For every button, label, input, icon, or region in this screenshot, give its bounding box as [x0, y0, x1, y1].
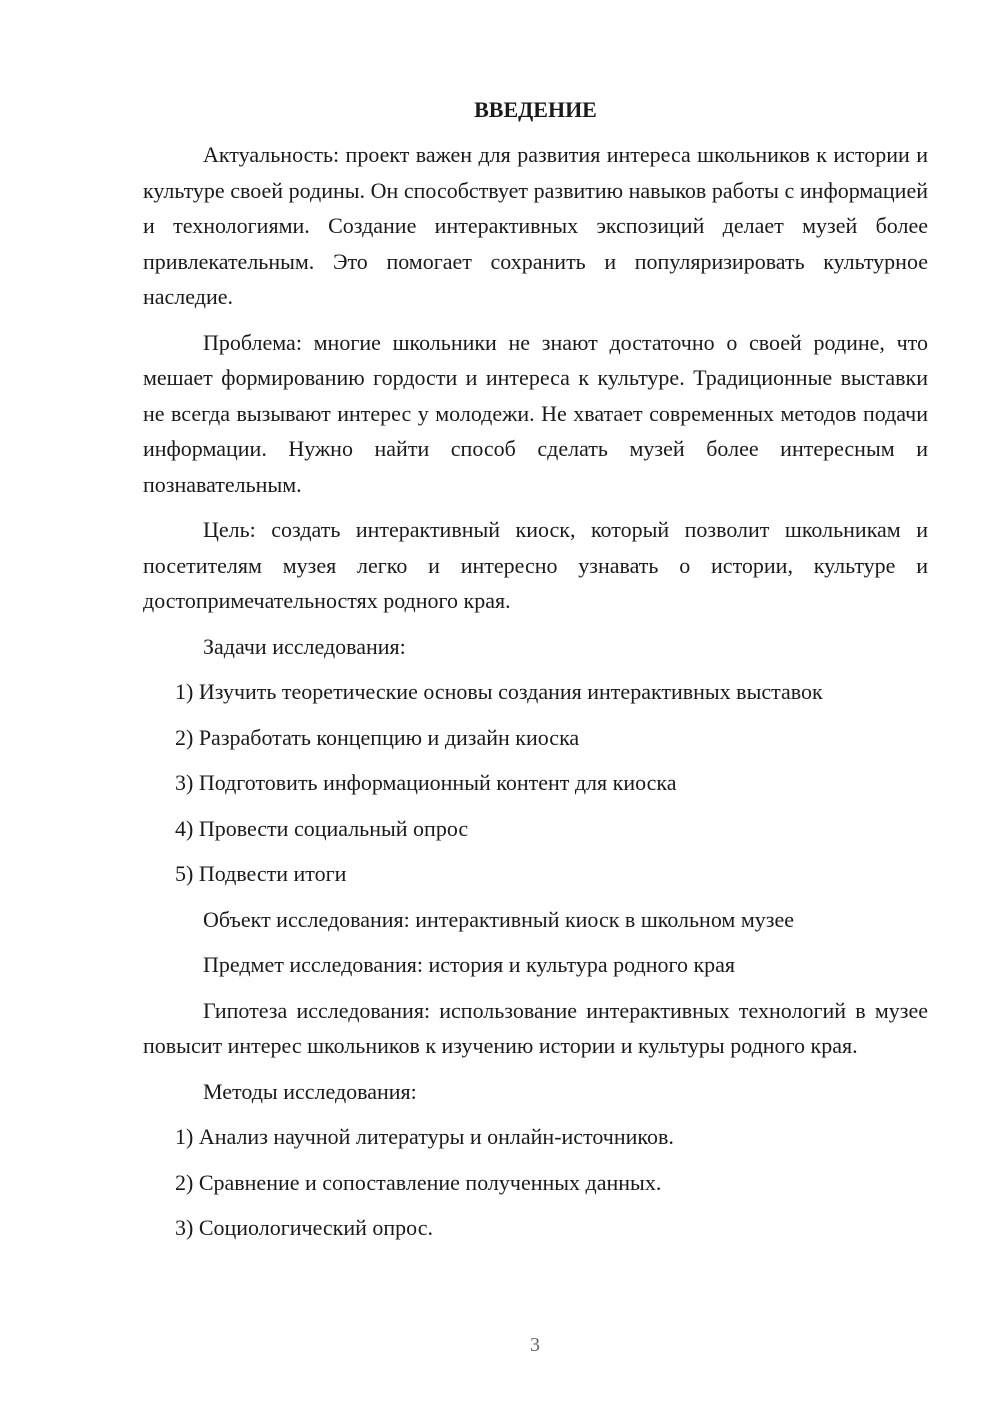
task-item: 3) Подготовить информационный контент для киоска	[175, 770, 677, 795]
hypothesis-paragraph: Гипотеза исследования: использование интерактивных технологий в музее повысит интерес школьников к изучению истории и культуры родного края.	[143, 997, 928, 1058]
problem-paragraph: Проблема: многие школьники не знают достаточно о своей родине, что мешает формированию гордости и интереса к культуре. Традиционные выставки не всегда вызывают интерес у молодежи. Не хватает современных методов подачи информации. Нужно найти способ сделать музей более интересным и познавательным.	[143, 329, 928, 497]
page-title: ВВЕДЕНИЕ	[474, 97, 597, 122]
method-item: 3) Социологический опрос.	[175, 1215, 433, 1240]
task-item: 4) Провести социальный опрос	[175, 815, 469, 841]
task-item: 2) Разработать концепцию и дизайн киоска	[175, 724, 580, 750]
goal-paragraph: Цель: создать интерактивный киоск, который позволит школьникам и посетителям музея легко и интересно узнавать о истории, культуре и достопримечательностях родного края.	[143, 517, 928, 613]
research-subject: Предмет исследования: история и культура родного края	[203, 952, 736, 977]
document-page	[143, 92, 928, 1256]
methods-heading: Методы исследования:	[203, 1078, 417, 1104]
method-item: 2) Сравнение и сопоставление полученных данных.	[175, 1169, 662, 1195]
tasks-heading: Задачи исследования:	[203, 633, 406, 659]
research-object: Объект исследования: интерактивный киоск в школьном музее	[203, 906, 794, 932]
relevance-paragraph: Актуальность: проект важен для развития интереса школьников к истории и культуре своей родины. Он способствует развитию навыков работы с информацией и технологиями. Создание интерактивных экспозиций делает музей более привлекательным. Это помогает сохранить и популяризировать культурное наследие.	[143, 142, 928, 309]
task-item: 5) Подвести итоги	[175, 861, 347, 886]
page-number: 3	[530, 1334, 540, 1356]
task-item: 1) Изучить теоретические основы создания интерактивных выставок	[175, 679, 823, 704]
method-item: 1) Анализ научной литературы и онлайн-источников.	[175, 1124, 674, 1149]
